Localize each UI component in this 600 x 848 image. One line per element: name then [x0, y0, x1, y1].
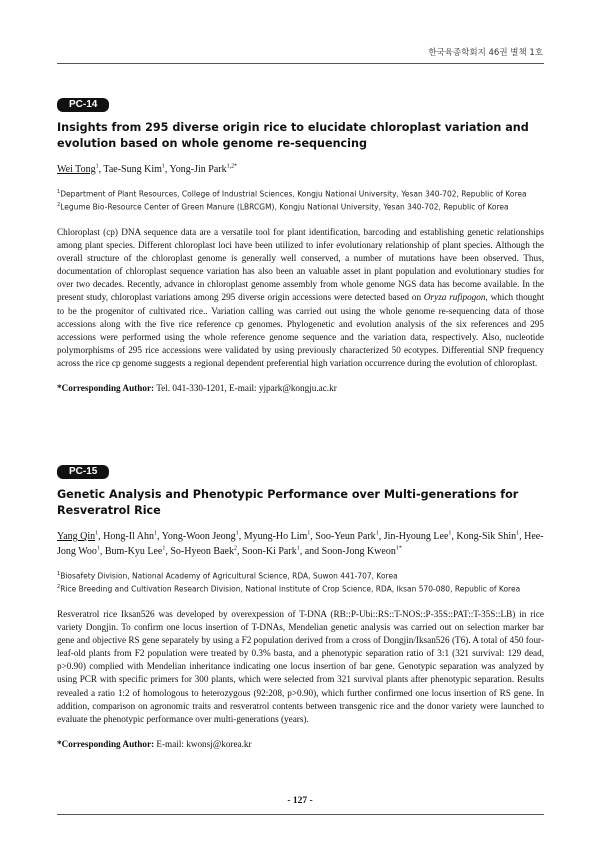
author-name: Hee-Jong Woo [57, 531, 544, 557]
author-list: Wei Tong$^1$, Tae-Sung Kim$^1$, Yong-Jin Park$^{1,2*}$ [57, 163, 238, 175]
article-code-badge: PC-15 [57, 465, 109, 479]
article-code-badge: PC-14 [57, 98, 109, 112]
author-sup: 1 [95, 163, 99, 170]
author-name: Bum-Kyu Lee [104, 546, 163, 557]
corresponding-label: *Corresponding Author: [57, 383, 155, 394]
author-name: Hong-Il Ahn [103, 531, 155, 542]
author-name: Jin-Hyoung Lee [383, 531, 449, 542]
author-sup: 1 [516, 530, 520, 537]
author-name: Wei Tong [57, 164, 96, 175]
affiliation [57, 582, 544, 595]
affiliation [57, 187, 544, 200]
author-sup: 1,2* [226, 163, 238, 170]
author-sup: 1 [162, 545, 166, 552]
author-sup: 1 [375, 530, 379, 537]
author-sup: 2 [233, 545, 237, 552]
article-pc14 [57, 94, 544, 393]
journal-header: 한국육종학회지 46권 별책 1호 [428, 48, 543, 58]
affiliation-list [57, 569, 544, 594]
article-title: Insights from 295 diverse origin rice to elucidate chloroplast variation and evolution based on whole genome re-sequencing [57, 121, 529, 150]
affiliation-text: Legume Bio-Resource Center of Green Manure (LBRCGM), Kongju National University, Yesan 340-702, Republic of Korea [60, 202, 509, 211]
author-name: So-Hyeon Baek [170, 546, 234, 557]
affiliation-text: Biosafety Division, National Academy of Agricultural Science, RDA, Suwon 441-707, Korea [60, 571, 398, 581]
author-name: Yang Qin [57, 531, 96, 542]
author-name: Yong-Woon Jeong [161, 531, 236, 542]
affiliation-list [57, 187, 544, 212]
author-name: Yong-Jin Park [169, 164, 227, 175]
corresponding-label: *Corresponding Author: [57, 738, 155, 749]
affiliation-sup: 2 [57, 583, 61, 590]
page-number: - 127 - [287, 796, 313, 806]
affiliation-text: Rice Breeding and Cultivation Research Division, National Institute of Crop Science, RDA, Iksan 570-080, Republic of Korea [60, 584, 521, 593]
author-sup: 1 [96, 545, 100, 552]
author-sup: 1 [235, 530, 239, 537]
author-sup: 1* [395, 545, 402, 552]
author-sup: 1 [448, 530, 452, 537]
author-name: Myung-Ho Lim [243, 531, 308, 542]
corresponding-author [57, 383, 544, 393]
author-name: Soo-Yeun Park [315, 531, 376, 542]
affiliation-sup: 2 [57, 201, 61, 208]
author-name: Tae-Sung Kim [103, 164, 162, 175]
corresponding-author [57, 739, 544, 749]
author-sup: 1 [161, 163, 165, 170]
corresponding-contact: E-mail: kwonsj@korea.kr [154, 738, 252, 749]
corresponding-contact: Tel. 041-330-1201, E-mail: yjpark@kongju.ac.kr [154, 383, 337, 394]
author-name: Kong-Sik Shin [456, 531, 517, 542]
author-list: Yang Qin$^1$, Hong-Il Ahn$^1$, Yong-Woon Jeong$^1$, Myung-Ho Lim$^1$, Soo-Yeun Park$^1$, Jin-Hyoung Lee$^1$, Kong-Sik Shin$^1$, Hee-Jong Woo$^1$, Bum-Kyu Lee$^1$, So-Hyeon Baek$^2$, Soon-Ki Park$^1$, and Soon-Jong Kweon$^{1*}$ [57, 530, 544, 557]
header-rule [57, 63, 544, 64]
affiliation-sup: 1 [57, 189, 61, 195]
affiliation [57, 569, 544, 582]
abstract-text: Chloroplast (cp) DNA sequence data are a versatile tool for plant identification, barcoding and establishing genetic relationships among plant species. Different chloroplast loci have been utilized to infer evolutionary relationship of plant species. Although the overall structure of the chloroplast genome is generally well conserved, a number of mutations have been observed. Thus, documentation of chloroplast sequence variation has also been an valuable asset in plant population and evolutionary studies for over two decades. Recently, advance in chloroplast genome assembly from whole genome NGS data has become available. In the present study, chloroplast variations among 295 diverse origin accessions were detected based on [57, 227, 544, 303]
species-name: Oryza rufipogon [423, 292, 486, 303]
abstract [57, 226, 544, 370]
affiliation-text: Department of Plant Resources, College of Industrial Sciences, Kongju National University, Yesan 340-702, Republic of Korea [60, 189, 527, 199]
author-sup: 1 [307, 530, 311, 537]
author-sup: 1 [95, 530, 99, 537]
abstract: Resveratrol rice Iksan526 was developed by overexpession of T-DNA (RB::P-Ubi::RS::T-NOS::P-35S::PAT::T-35S::LB) in rice variety Dongjin. To confirm one locus insertion of T-DNAs, Mendelian genetic analysis was carried out on selection marker bar gene and objective RS gene separately by using a F2 population derived from a cross of Dongjin/Iksan526 (T6). A total of 450 four-leaf-old plants from F2 population were treated by 0.3% basta, and a phenotypic separation ratio of 3:1 (321 survival: 129 dead, p>0.90) complied with Mendelian inheritance indicating one locus insertion of bar gene. Genotypic separation was analyzed by using PCR with specific primers for 300 plants, which were selected from 321 survival plants after phenotypic separation. Results revealed a ratio 1:2 of homologous to heterozygous (92:208, p>0.90), which further confirmed one locus insertion of RS gene. In addition, comparison on agronomic traits and resveratrol contents between transgenic rice and the donor variety were launched to evaluate the phenotypic performance over multi-generations (years). [57, 609, 544, 724]
article-pc15 [57, 461, 544, 749]
author-sup: 1 [154, 530, 158, 537]
author-name: Soon-Jong Kweon [321, 546, 396, 557]
footer-rule [57, 814, 544, 815]
author-sup: 1 [296, 545, 300, 552]
affiliation [57, 200, 544, 213]
article-title: Genetic Analysis and Phenotypic Performance over Multi-generations for Resveratrol Rice [57, 488, 519, 517]
author-name: Soon-Ki Park [241, 546, 297, 557]
affiliation-sup: 1 [57, 571, 61, 577]
abstract-text: , which thought to be the progenitor of cultivated rice.. Variation calling was carried out using the whole genome re-sequencing data of those accessions along with the five rice reference cp genomes. Phylogenetic and evolution analysis of the six references and 295 accessions were performed using the whole reference genome sequence and the variation data, respectively. Also, nucleotide polymorphisms of 295 rice accessions were validated by using previously characterized 50 ecotypes. Differential SNP frequency across the rice cp genome suggests a regional dependent preferential high variation occurrence during the evolution of chloroplast. [57, 292, 545, 368]
